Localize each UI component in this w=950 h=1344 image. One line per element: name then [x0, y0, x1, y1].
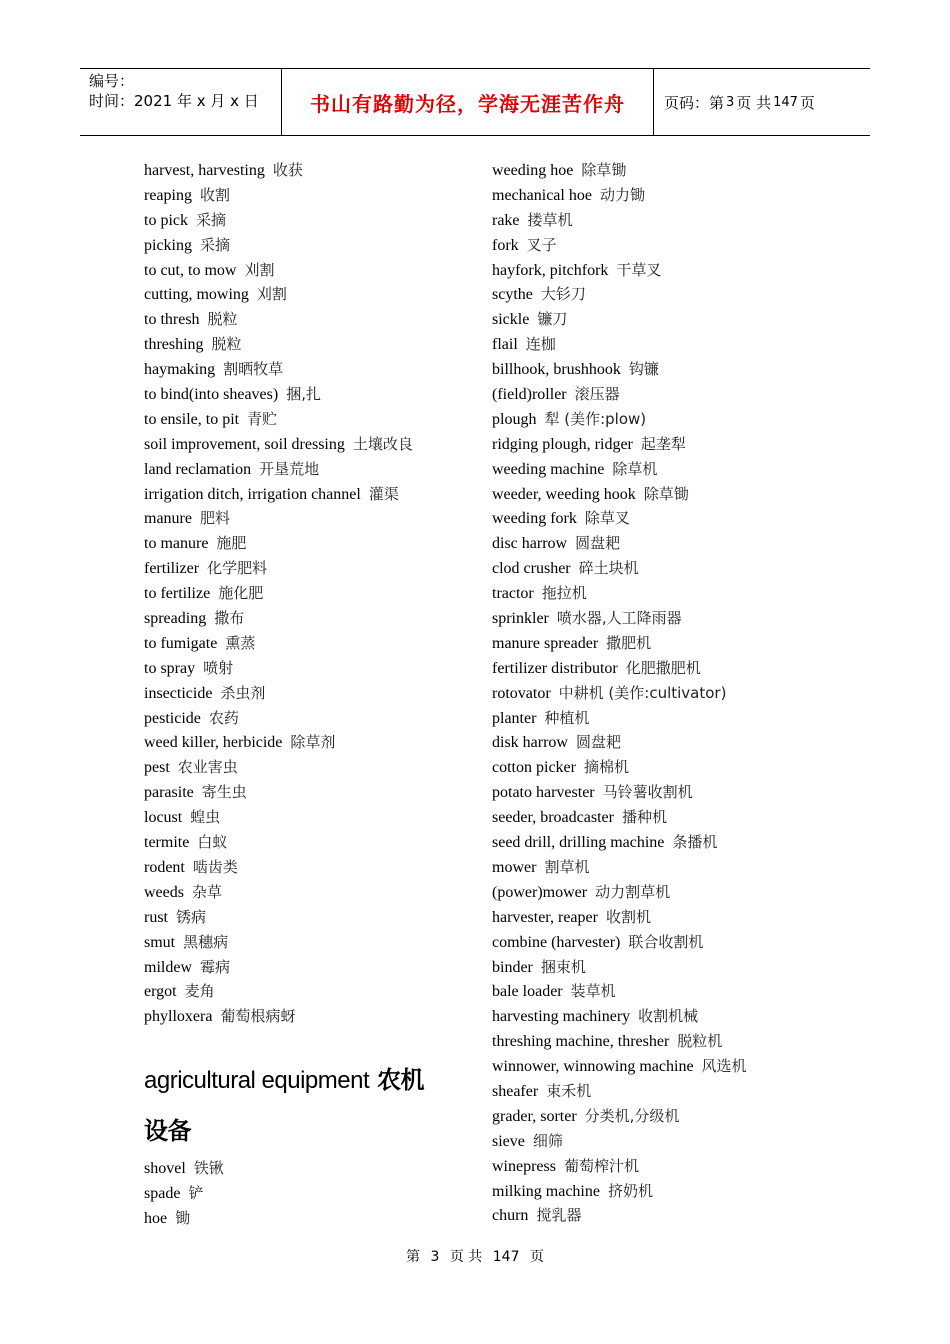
footer-current-page: 3	[430, 1249, 440, 1265]
vocab-chinese: 青贮	[247, 409, 278, 428]
header-page-info	[654, 69, 870, 135]
vocab-chinese: 束禾机	[546, 1081, 592, 1100]
vocab-chinese: 农业害虫	[177, 758, 238, 777]
vocab-chinese: 马铃薯收割机	[602, 783, 693, 802]
vocab-chinese: 土壤改良	[352, 434, 413, 453]
vocab-entry	[492, 332, 872, 357]
vocab-entry	[492, 307, 872, 332]
vocab-entry	[492, 656, 872, 681]
page-info-total: 147	[773, 94, 798, 110]
vocab-english: combine (harvester)	[492, 933, 621, 951]
vocab-english: to thresh	[144, 311, 200, 329]
footer-total-pages: 147	[492, 1249, 520, 1265]
vocab-chinese: 联合收割机	[628, 932, 704, 951]
vocab-chinese: 采摘	[196, 210, 227, 229]
vocab-chinese: 施化肥	[218, 584, 264, 603]
page-info-current: 3	[726, 94, 735, 110]
vocab-english: harvesting machinery	[492, 1008, 631, 1026]
vocab-english: winnower, winnowing machine	[492, 1058, 694, 1076]
vocab-english: (field)roller	[492, 386, 567, 404]
vocab-english: manure spreader	[492, 634, 599, 652]
vocab-entry	[492, 930, 872, 955]
vocab-chinese: 条播机	[672, 833, 718, 852]
vocab-chinese: 除草剂	[290, 733, 336, 752]
vocab-entry	[492, 979, 872, 1004]
vocab-entry	[144, 183, 474, 208]
vocab-entry	[144, 233, 474, 258]
vocab-english: clod crusher	[492, 560, 571, 578]
vocab-chinese: 施肥	[216, 534, 247, 553]
vocab-chinese: 除草锄	[643, 484, 689, 503]
page-header	[80, 68, 870, 136]
vocab-english: (power)mower	[492, 883, 588, 901]
vocab-english: sickle	[492, 311, 530, 329]
vocab-chinese: 圆盘耙	[575, 733, 621, 752]
vocab-english: scythe	[492, 286, 533, 304]
vocab-chinese: 中耕机 (美作:cultivator)	[558, 683, 727, 702]
vocab-english: picking	[144, 236, 192, 254]
right-column	[492, 158, 872, 1228]
vocab-entry	[492, 706, 872, 731]
vocab-entry	[144, 1156, 474, 1181]
vocab-chinese: 叉子	[526, 235, 557, 254]
vocab-english: planter	[492, 709, 537, 727]
vocab-chinese: 啮齿类	[192, 857, 238, 876]
vocab-entry	[492, 755, 872, 780]
vocab-chinese: 除草叉	[584, 509, 630, 528]
vocab-entry	[492, 282, 872, 307]
vocab-chinese: 动力割草机	[595, 882, 671, 901]
vocab-entry	[492, 1029, 872, 1054]
vocab-entry	[144, 681, 474, 706]
vocabulary-list-left	[144, 158, 474, 1029]
vocab-english: sheafer	[492, 1082, 539, 1100]
vocab-english: weeder, weeding hook	[492, 485, 636, 503]
vocab-chinese: 拖拉机	[541, 584, 587, 603]
vocab-chinese: 化学肥料	[207, 559, 268, 578]
vocab-entry	[144, 855, 474, 880]
vocab-entry	[492, 1154, 872, 1179]
vocab-entry	[492, 1079, 872, 1104]
vocab-entry	[144, 506, 474, 531]
vocab-entry	[492, 830, 872, 855]
vocab-english: haymaking	[144, 361, 216, 379]
vocab-chinese: 脱粒	[211, 335, 242, 354]
vocab-chinese: 割草机	[544, 857, 590, 876]
vocab-entry	[492, 482, 872, 507]
vocab-entry	[144, 631, 474, 656]
vocab-chinese: 化肥撒肥机	[625, 658, 701, 677]
vocab-english: binder	[492, 958, 533, 976]
vocab-entry	[144, 482, 474, 507]
vocab-entry	[492, 730, 872, 755]
section-heading-zh-2: 设备	[144, 1117, 191, 1146]
vocab-english: mower	[492, 858, 537, 876]
vocab-entry	[492, 407, 872, 432]
vocab-english: sieve	[492, 1132, 525, 1150]
vocab-entry	[492, 780, 872, 805]
vocab-english: tractor	[492, 585, 534, 603]
vocab-entry	[492, 1203, 872, 1228]
section-heading	[144, 1055, 474, 1156]
vocab-english: sprinkler	[492, 610, 549, 628]
vocab-entry	[492, 581, 872, 606]
vocab-english: rotovator	[492, 684, 551, 702]
vocab-chinese: 灌渠	[368, 484, 399, 503]
vocab-english: seeder, broadcaster	[492, 809, 614, 827]
section-gap	[144, 1029, 474, 1055]
page-info-prefix: 页码：第	[664, 93, 725, 112]
vocab-chinese: 分类机,分级机	[584, 1106, 680, 1125]
vocab-chinese: 捆束机	[540, 957, 586, 976]
footer-suffix: 页	[529, 1249, 544, 1265]
vocab-chinese: 收割	[199, 185, 230, 204]
vocab-chinese: 白蚁	[197, 833, 228, 852]
vocab-entry	[492, 1129, 872, 1154]
vocab-chinese: 撒肥机	[606, 633, 652, 652]
vocab-english: bale loader	[492, 983, 563, 1001]
vocab-entry	[492, 955, 872, 980]
vocab-entry	[492, 506, 872, 531]
vocab-chinese: 碎土块机	[578, 559, 639, 578]
vocab-entry	[144, 830, 474, 855]
vocab-english: disc harrow	[492, 535, 568, 553]
vocab-chinese: 割晒牧草	[223, 360, 284, 379]
vocab-chinese: 除草机	[612, 459, 658, 478]
vocab-chinese: 大钐刀	[540, 285, 586, 304]
vocab-entry	[144, 730, 474, 755]
footer-prefix: 第	[406, 1249, 421, 1265]
vocab-entry	[144, 805, 474, 830]
vocab-english: plough	[492, 410, 537, 428]
vocab-chinese: 杀虫剂	[220, 683, 266, 702]
vocab-entry	[492, 1179, 872, 1204]
vocab-chinese: 搂草机	[527, 210, 573, 229]
vocab-entry	[492, 432, 872, 457]
vocab-english: reaping	[144, 186, 192, 204]
vocab-entry	[144, 158, 474, 183]
section-heading-latin: agricultural equipment	[144, 1067, 370, 1095]
vocab-english: harvester, reaper	[492, 908, 598, 926]
vocab-chinese: 刈割	[256, 285, 287, 304]
vocab-chinese: 播种机	[621, 808, 667, 827]
vocab-entry	[492, 606, 872, 631]
vocabulary-list-left-after	[144, 1156, 474, 1231]
vocab-chinese: 麦角	[184, 982, 215, 1001]
document-number-label: 编号：	[89, 72, 135, 90]
vocab-english: spreading	[144, 610, 207, 628]
vocab-entry	[144, 258, 474, 283]
vocab-english: locust	[144, 809, 183, 827]
vocab-english: hoe	[144, 1209, 168, 1227]
vocab-english: to spray	[144, 659, 196, 677]
vocab-entry	[144, 606, 474, 631]
vocab-english: hayfork, pitchfork	[492, 261, 609, 279]
vocab-entry	[492, 357, 872, 382]
vocab-english: termite	[144, 834, 190, 852]
vocab-english: grader, sorter	[492, 1107, 577, 1125]
vocab-chinese: 喷水器,人工降雨器	[556, 609, 682, 628]
vocab-english: rodent	[144, 858, 185, 876]
vocab-entry	[492, 258, 872, 283]
vocab-entry	[492, 905, 872, 930]
vocab-chinese: 收割机械	[638, 1007, 699, 1026]
vocab-chinese: 连枷	[525, 335, 556, 354]
vocab-chinese: 喷射	[203, 658, 234, 677]
vocab-english: pesticide	[144, 709, 201, 727]
vocab-chinese: 收获	[272, 161, 303, 179]
vocab-english: insecticide	[144, 684, 213, 702]
vocabulary-list-right	[492, 158, 872, 1228]
vocab-entry	[144, 780, 474, 805]
vocab-english: winepress	[492, 1157, 556, 1175]
vocab-english: fork	[492, 236, 519, 254]
vocab-english: disk harrow	[492, 734, 568, 752]
vocab-chinese: 肥料	[199, 509, 230, 528]
vocab-entry	[492, 805, 872, 830]
vocab-entry	[144, 556, 474, 581]
vocab-chinese: 撒布	[214, 609, 245, 628]
vocab-chinese: 铲	[188, 1184, 204, 1203]
vocab-english: weeds	[144, 883, 184, 901]
vocab-english: to ensile, to pit	[144, 410, 240, 428]
footer-middle: 页 共	[449, 1249, 483, 1265]
vocab-entry	[492, 158, 872, 183]
vocab-english: rust	[144, 908, 168, 926]
vocab-entry	[492, 208, 872, 233]
vocab-english: churn	[492, 1207, 529, 1225]
vocab-entry	[144, 930, 474, 955]
vocab-chinese: 铁锹	[193, 1159, 224, 1178]
vocab-entry	[144, 905, 474, 930]
page-info-suffix: 页	[799, 93, 815, 112]
vocab-english: pest	[144, 759, 170, 777]
page-footer	[0, 1246, 950, 1266]
vocab-entry	[144, 706, 474, 731]
vocab-entry	[492, 382, 872, 407]
vocab-entry	[492, 855, 872, 880]
vocab-english: potato harvester	[492, 784, 595, 802]
vocab-entry	[492, 1004, 872, 1029]
vocab-chinese: 刈割	[244, 260, 275, 279]
vocab-english: to bind(into sheaves)	[144, 386, 279, 404]
vocab-english: land reclamation	[144, 460, 252, 478]
vocab-english: milking machine	[492, 1182, 600, 1200]
vocab-english: smut	[144, 933, 176, 951]
vocab-english: spade	[144, 1185, 181, 1203]
vocab-chinese: 脱粒	[207, 310, 238, 329]
vocab-english: ridging plough, ridger	[492, 435, 633, 453]
vocab-chinese: 风选机	[701, 1057, 747, 1076]
vocab-entry	[144, 457, 474, 482]
vocab-chinese: 锈病	[176, 907, 207, 926]
vocab-entry	[492, 531, 872, 556]
vocab-entry	[492, 556, 872, 581]
vocab-entry	[492, 631, 872, 656]
vocab-chinese: 细筛	[532, 1131, 563, 1150]
vocab-english: phylloxera	[144, 1008, 213, 1026]
vocab-english: flail	[492, 336, 518, 354]
vocab-english: harvest, harvesting	[144, 162, 265, 179]
vocab-english: to cut, to mow	[144, 261, 237, 279]
vocab-chinese: 熏蒸	[225, 633, 256, 652]
vocab-entry	[144, 332, 474, 357]
vocab-chinese: 寄生虫	[201, 783, 247, 802]
vocab-entry	[492, 1104, 872, 1129]
vocab-english: to fertilize	[144, 585, 211, 603]
vocab-entry	[144, 432, 474, 457]
vocab-chinese: 装草机	[570, 982, 616, 1001]
vocab-entry	[492, 183, 872, 208]
vocab-english: shovel	[144, 1160, 186, 1178]
vocab-chinese: 收割机	[605, 907, 651, 926]
vocab-chinese: 钩镰	[628, 360, 659, 379]
vocab-entry	[144, 1206, 474, 1231]
vocab-chinese: 农药	[208, 708, 239, 727]
vocab-chinese: 杂草	[191, 882, 222, 901]
header-motto-cell	[281, 69, 654, 135]
vocab-entry	[144, 357, 474, 382]
vocab-entry	[144, 307, 474, 332]
vocab-entry	[144, 755, 474, 780]
vocab-chinese: 脱粒机	[677, 1032, 723, 1051]
vocab-entry	[144, 1004, 474, 1029]
vocab-english: weeding hoe	[492, 162, 574, 179]
vocab-chinese: 起垄犁	[640, 434, 686, 453]
vocab-english: parasite	[144, 784, 194, 802]
vocab-chinese: 开垦荒地	[259, 459, 320, 478]
vocab-chinese: 黑穗病	[183, 932, 229, 951]
vocab-chinese: 蝗虫	[190, 808, 221, 827]
vocab-chinese: 葡萄榨汁机	[563, 1156, 639, 1175]
header-motto: 书山有路勤为径，学海无涯苦作舟	[310, 91, 625, 116]
vocab-chinese: 犁 (美作:plow)	[544, 409, 647, 428]
vocab-english: ergot	[144, 983, 177, 1001]
vocab-chinese: 圆盘耙	[575, 534, 621, 553]
vocab-entry	[144, 407, 474, 432]
vocab-entry	[492, 233, 872, 258]
vocab-english: to fumigate	[144, 634, 218, 652]
vocab-english: threshing machine, thresher	[492, 1033, 670, 1051]
vocab-english: manure	[144, 510, 192, 528]
vocab-english: to manure	[144, 535, 209, 553]
vocab-chinese: 锄	[175, 1208, 191, 1227]
vocab-chinese: 动力锄	[599, 185, 645, 204]
vocab-english: seed drill, drilling machine	[492, 834, 665, 852]
vocab-entry	[144, 208, 474, 233]
vocab-english: billhook, brushhook	[492, 361, 621, 379]
vocab-entry	[144, 979, 474, 1004]
vocab-english: weeding fork	[492, 510, 577, 528]
vocab-english: irrigation ditch, irrigation channel	[144, 485, 361, 503]
header-meta	[80, 69, 281, 135]
document-time-label: 时间：2021 年 x 月 x 日	[89, 92, 259, 110]
vocab-chinese: 干草叉	[616, 260, 662, 279]
vocab-english: threshing	[144, 336, 204, 354]
vocab-chinese: 搅乳器	[536, 1206, 582, 1225]
vocab-english: mechanical hoe	[492, 186, 592, 204]
vocab-english: weed killer, herbicide	[144, 734, 283, 752]
vocab-chinese: 捆,扎	[286, 385, 321, 404]
vocab-chinese: 种植机	[544, 708, 590, 727]
vocab-chinese: 挤奶机	[607, 1181, 653, 1200]
vocab-entry	[144, 531, 474, 556]
vocab-entry	[492, 880, 872, 905]
vocab-chinese: 镰刀	[537, 310, 568, 329]
vocab-chinese: 滚压器	[574, 385, 620, 404]
vocab-entry	[492, 1054, 872, 1079]
vocab-chinese: 葡萄根病蚜	[220, 1007, 296, 1026]
vocab-english: cutting, mowing	[144, 286, 249, 304]
vocab-entry	[492, 457, 872, 482]
vocab-chinese: 除草锄	[581, 161, 627, 179]
vocab-english: fertilizer	[144, 560, 200, 578]
left-column	[144, 158, 474, 1231]
section-heading-zh-1: 农机	[377, 1066, 424, 1095]
vocab-english: weeding machine	[492, 460, 605, 478]
vocab-entry	[144, 581, 474, 606]
vocab-entry	[144, 656, 474, 681]
vocab-chinese: 霉病	[200, 957, 231, 976]
vocab-entry	[144, 282, 474, 307]
vocab-chinese: 采摘	[200, 235, 231, 254]
vocab-english: mildew	[144, 958, 192, 976]
vocab-english: to pick	[144, 211, 188, 229]
vocab-entry	[144, 880, 474, 905]
vocab-entry	[144, 1181, 474, 1206]
vocab-english: rake	[492, 211, 520, 229]
vocab-chinese: 摘棉机	[583, 758, 629, 777]
vocab-entry	[144, 382, 474, 407]
vocab-english: cotton picker	[492, 759, 576, 777]
vocab-entry	[144, 955, 474, 980]
vocab-english: fertilizer distributor	[492, 659, 618, 677]
vocab-entry	[492, 681, 872, 706]
page-info-middle: 页 共	[736, 93, 772, 112]
vocab-english: soil improvement, soil dressing	[144, 435, 345, 453]
